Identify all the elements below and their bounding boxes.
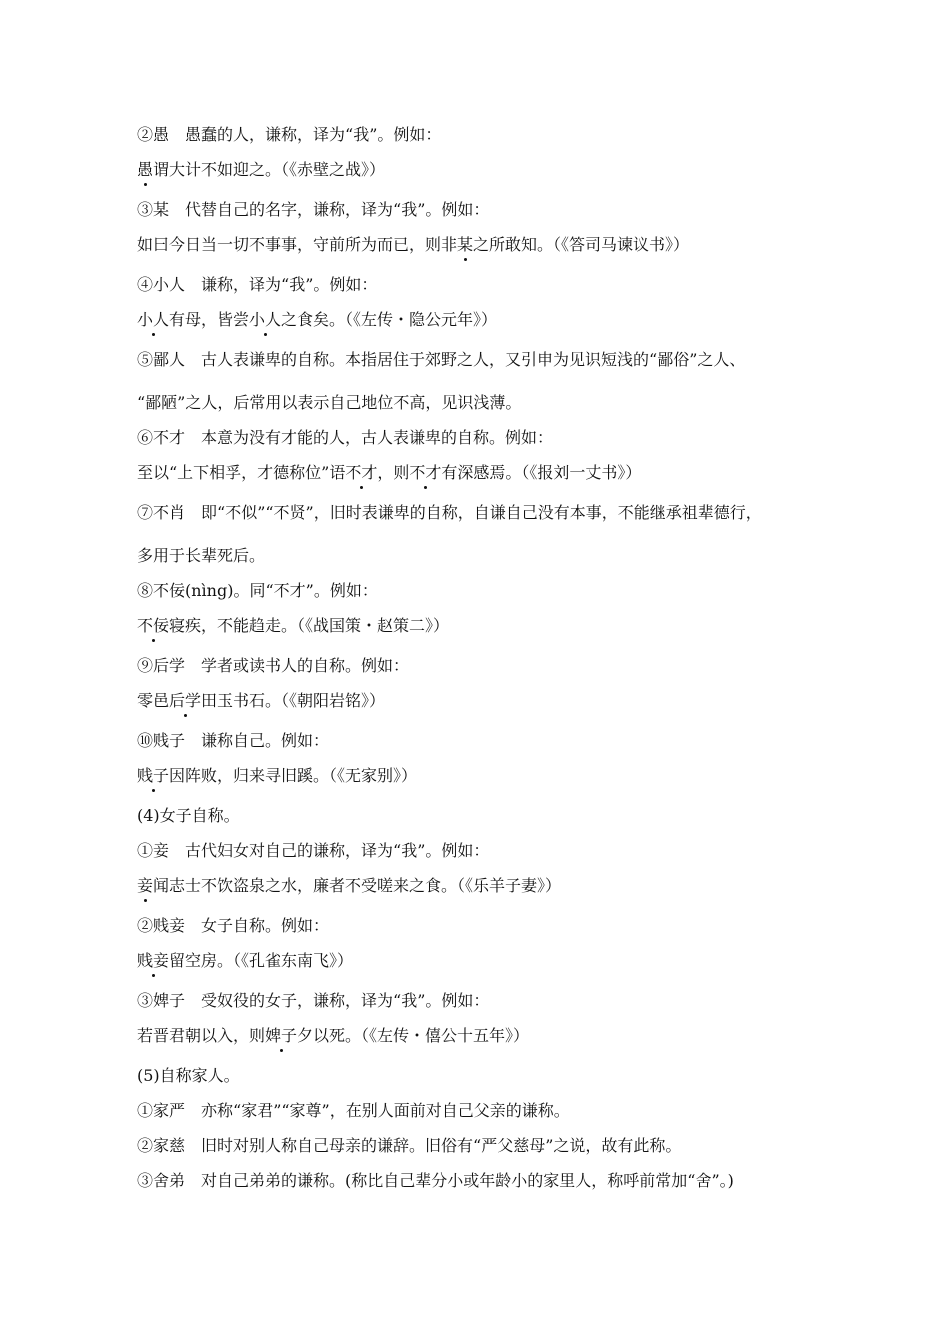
emphasized-word: 不才	[409, 463, 442, 482]
example-text: 夕以死。（《左传・僖公十五年》）	[297, 1026, 530, 1045]
term-head: ⑤鄙人	[137, 350, 186, 369]
example-mou	[137, 235, 837, 255]
example-jianzi	[137, 766, 837, 786]
example-jianqie	[137, 951, 837, 971]
term-definition: 旧时对别人称自己母亲的谦辞。旧俗有“严父慈母”之说，故有此称。	[201, 1136, 682, 1155]
term-head: ③舍弟	[137, 1171, 186, 1190]
example-houxue	[137, 691, 837, 711]
example-text: 田玉书石。（《朝阳岩铭》）	[201, 691, 386, 710]
paragraph-text: ⑧不佞(nìng)。同“不才”。例如：	[137, 581, 378, 600]
emphasized-word: 不佞	[137, 616, 170, 635]
term-definition: 对自己弟弟的谦称。(称比自己辈分小或年龄小的家里人，称呼前常加“舍”。)	[201, 1171, 734, 1190]
term-definition: 亦称“家君”“家尊”，在别人面前对自己父亲的谦称。	[201, 1101, 570, 1120]
example-text: 之所敢知。（《答司马谏议书》）	[473, 235, 690, 254]
term-bucai	[137, 428, 837, 448]
example-yu	[137, 160, 837, 180]
example-xiaoren	[137, 310, 837, 330]
section-heading-female	[137, 806, 837, 826]
term-head: ⑩贱子	[137, 731, 186, 750]
term-yu	[137, 125, 837, 145]
term-head: ②贱妾	[137, 916, 186, 935]
term-definition: 代替自己的名字，谦称，译为“我”。例如：	[185, 200, 490, 219]
term-buxiao	[137, 503, 837, 523]
example-text: 零邑	[137, 691, 170, 710]
example-text: 闻志士不饮盗泉之水，廉者不受嗟来之食。（《乐羊子妻》）	[153, 876, 562, 895]
term-buxiao-cont	[137, 546, 837, 566]
example-text: 如曰今日当一切不事事，守前所为而已，则非	[137, 235, 458, 254]
term-head: ⑨后学	[137, 656, 186, 675]
term-buning	[137, 581, 837, 601]
example-text: 有深感焉。（《报刘一丈书》）	[441, 463, 642, 482]
term-jianzi	[137, 731, 837, 751]
term-definition: 古代妇女对自己的谦称，译为“我”。例如：	[185, 841, 490, 860]
example-text: 之食矣。（《左传・隐公元年》）	[281, 310, 498, 329]
term-head: ①家严	[137, 1101, 186, 1120]
section-heading: (5)自称家人。	[137, 1066, 240, 1085]
term-definition: 谦称自己。例如：	[201, 731, 330, 750]
term-head: ②愚	[137, 125, 170, 144]
example-bizi	[137, 1026, 837, 1046]
emphasized-word: 贱子	[137, 766, 170, 785]
emphasized-word: 某	[457, 235, 474, 254]
emphasized-word: 贱妾	[137, 951, 170, 970]
term-head: ⑥不才	[137, 428, 186, 447]
emphasized-word: 婢子	[265, 1026, 298, 1045]
term-head: ⑦不肖	[137, 503, 186, 522]
term-shedi	[137, 1171, 837, 1191]
term-head: ③婢子	[137, 991, 186, 1010]
term-definition: 愚蠢的人，谦称，译为“我”。例如：	[185, 125, 442, 144]
term-xiaoren	[137, 275, 837, 295]
example-qie	[137, 876, 837, 896]
term-definition: 受奴役的女子，谦称，译为“我”。例如：	[201, 991, 490, 1010]
term-houxue	[137, 656, 837, 676]
example-text: 留空房。（《孔雀东南飞》）	[169, 951, 354, 970]
term-head: ①妾	[137, 841, 170, 860]
emphasized-word: 小人	[137, 310, 170, 329]
example-text: ，则	[377, 463, 410, 482]
example-text: 因阵败，归来寻旧蹊。（《无家别》）	[169, 766, 418, 785]
example-text: 有母，皆尝	[169, 310, 250, 329]
example-text: 至以“上下相孚，才德称位”语	[137, 463, 346, 482]
term-jiaci	[137, 1136, 837, 1156]
emphasized-word: 后学	[169, 691, 202, 710]
term-biren-cont	[137, 393, 837, 413]
term-jiayan	[137, 1101, 837, 1121]
emphasized-word: 不才	[345, 463, 378, 482]
section-heading-family	[137, 1066, 837, 1086]
example-text: 谓大计不如迎之。（《赤壁之战》）	[153, 160, 386, 179]
term-head: ④小人	[137, 275, 186, 294]
term-jianqie	[137, 916, 837, 936]
term-definition: 谦称，译为“我”。例如：	[201, 275, 378, 294]
term-bizi	[137, 991, 837, 1011]
paragraph-text: “鄙陋”之人，后常用以表示自己地位不高，见识浅薄。	[137, 393, 522, 412]
term-biren	[137, 350, 837, 370]
example-text: 寝疾，不能趋走。（《战国策・赵策二》）	[169, 616, 450, 635]
term-definition: 学者或读书人的自称。例如：	[201, 656, 410, 675]
example-text: 若晋君朝以入，则	[137, 1026, 266, 1045]
term-definition: 古人表谦卑的自称。本指居住于郊野之人，又引申为见识短浅的“鄙俗”之人、	[201, 350, 746, 369]
emphasized-word: 妾	[137, 876, 154, 895]
term-definition: 即“不似”“不贤”，旧时表谦卑的自称，自谦自己没有本事，不能继承祖辈德行，	[201, 503, 762, 522]
emphasized-word: 愚	[137, 160, 154, 179]
section-heading: (4)女子自称。	[137, 806, 240, 825]
term-definition: 女子自称。例如：	[201, 916, 330, 935]
example-bucai	[137, 463, 837, 483]
emphasized-word: 小人	[249, 310, 282, 329]
term-definition: 本意为没有才能的人，古人表谦卑的自称。例如：	[201, 428, 554, 447]
paragraph-text: 多用于长辈死后。	[137, 546, 266, 565]
term-mou	[137, 200, 837, 220]
term-head: ②家慈	[137, 1136, 186, 1155]
term-qie	[137, 841, 837, 861]
example-buning	[137, 616, 837, 636]
term-head: ③某	[137, 200, 170, 219]
